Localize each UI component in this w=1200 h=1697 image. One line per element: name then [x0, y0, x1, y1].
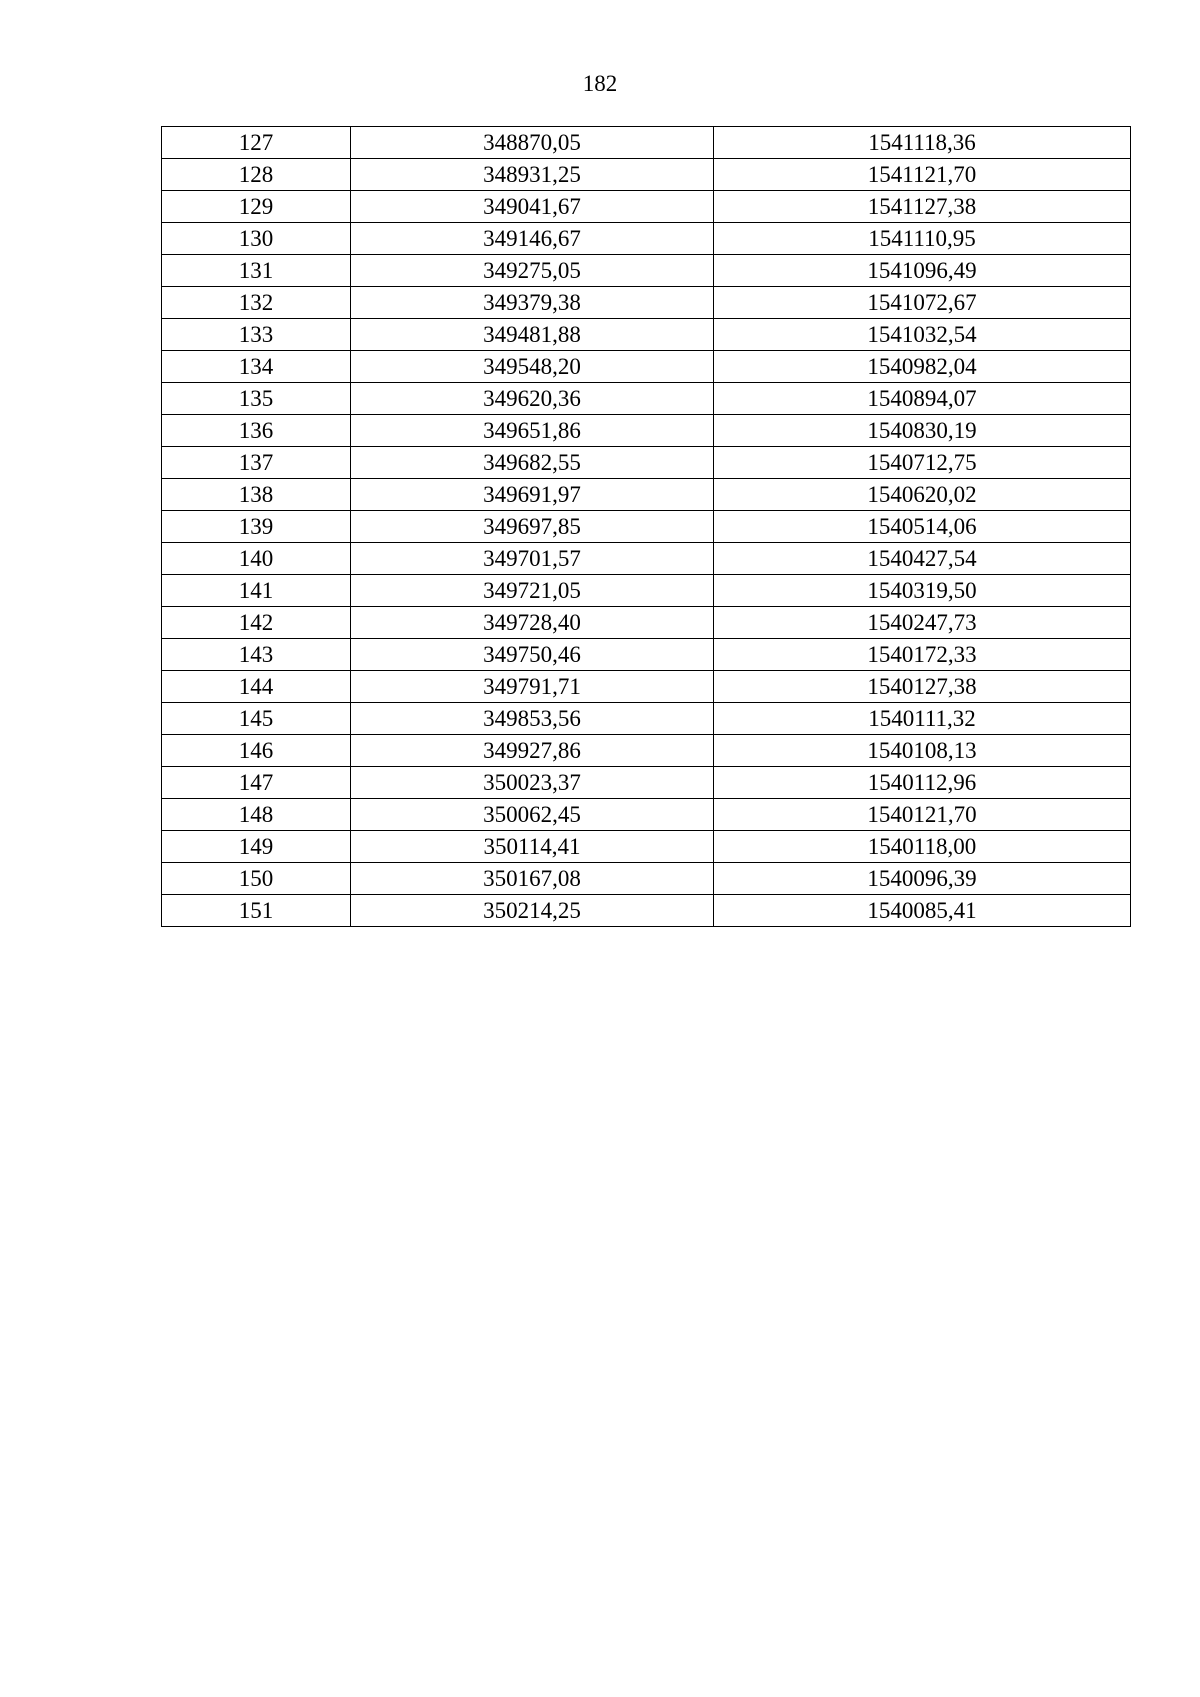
y-coordinate-cell: 1540127,38 — [714, 671, 1131, 703]
x-coordinate-cell: 348870,05 — [351, 127, 714, 159]
table-row — [162, 479, 1131, 511]
point-number-cell: 131 — [162, 255, 351, 287]
x-coordinate-cell: 349791,71 — [351, 671, 714, 703]
y-coordinate-cell: 1540085,41 — [714, 895, 1131, 927]
point-number-cell: 141 — [162, 575, 351, 607]
x-coordinate-cell: 349728,40 — [351, 607, 714, 639]
table-row — [162, 415, 1131, 447]
x-coordinate-cell: 350062,45 — [351, 799, 714, 831]
table-row — [162, 735, 1131, 767]
table-row — [162, 863, 1131, 895]
y-coordinate-cell: 1540982,04 — [714, 351, 1131, 383]
point-number-cell: 135 — [162, 383, 351, 415]
table-row — [162, 447, 1131, 479]
point-number-cell: 133 — [162, 319, 351, 351]
table-row — [162, 191, 1131, 223]
y-coordinate-cell: 1540514,06 — [714, 511, 1131, 543]
table-row — [162, 159, 1131, 191]
point-number-cell: 136 — [162, 415, 351, 447]
table-row — [162, 799, 1131, 831]
x-coordinate-cell: 350167,08 — [351, 863, 714, 895]
y-coordinate-cell: 1541127,38 — [714, 191, 1131, 223]
x-coordinate-cell: 349620,36 — [351, 383, 714, 415]
point-number-cell: 151 — [162, 895, 351, 927]
x-coordinate-cell: 350023,37 — [351, 767, 714, 799]
point-number-cell: 145 — [162, 703, 351, 735]
x-coordinate-cell: 349275,05 — [351, 255, 714, 287]
y-coordinate-cell: 1540111,32 — [714, 703, 1131, 735]
coordinates-table — [161, 126, 1131, 927]
table-row — [162, 895, 1131, 927]
point-number-cell: 150 — [162, 863, 351, 895]
x-coordinate-cell: 349697,85 — [351, 511, 714, 543]
x-coordinate-cell: 349750,46 — [351, 639, 714, 671]
point-number-cell: 137 — [162, 447, 351, 479]
table-row — [162, 671, 1131, 703]
y-coordinate-cell: 1540172,33 — [714, 639, 1131, 671]
y-coordinate-cell: 1540118,00 — [714, 831, 1131, 863]
x-coordinate-cell: 349041,67 — [351, 191, 714, 223]
table-row — [162, 575, 1131, 607]
table-row — [162, 319, 1131, 351]
y-coordinate-cell: 1541121,70 — [714, 159, 1131, 191]
x-coordinate-cell: 349721,05 — [351, 575, 714, 607]
table-row — [162, 383, 1131, 415]
y-coordinate-cell: 1540108,13 — [714, 735, 1131, 767]
y-coordinate-cell: 1540112,96 — [714, 767, 1131, 799]
table-row — [162, 639, 1131, 671]
x-coordinate-cell: 349548,20 — [351, 351, 714, 383]
point-number-cell: 132 — [162, 287, 351, 319]
y-coordinate-cell: 1541032,54 — [714, 319, 1131, 351]
point-number-cell: 129 — [162, 191, 351, 223]
point-number-cell: 143 — [162, 639, 351, 671]
y-coordinate-cell: 1540247,73 — [714, 607, 1131, 639]
x-coordinate-cell: 349379,38 — [351, 287, 714, 319]
point-number-cell: 128 — [162, 159, 351, 191]
x-coordinate-cell: 349651,86 — [351, 415, 714, 447]
point-number-cell: 144 — [162, 671, 351, 703]
y-coordinate-cell: 1540096,39 — [714, 863, 1131, 895]
y-coordinate-cell: 1540712,75 — [714, 447, 1131, 479]
table-row — [162, 351, 1131, 383]
point-number-cell: 138 — [162, 479, 351, 511]
point-number-cell: 142 — [162, 607, 351, 639]
x-coordinate-cell: 350214,25 — [351, 895, 714, 927]
table-row — [162, 223, 1131, 255]
point-number-cell: 148 — [162, 799, 351, 831]
table-row — [162, 255, 1131, 287]
table-row — [162, 127, 1131, 159]
y-coordinate-cell: 1540894,07 — [714, 383, 1131, 415]
point-number-cell: 149 — [162, 831, 351, 863]
y-coordinate-cell: 1540121,70 — [714, 799, 1131, 831]
point-number-cell: 139 — [162, 511, 351, 543]
point-number-cell: 130 — [162, 223, 351, 255]
x-coordinate-cell: 349146,67 — [351, 223, 714, 255]
x-coordinate-cell: 350114,41 — [351, 831, 714, 863]
table-row — [162, 703, 1131, 735]
y-coordinate-cell: 1540830,19 — [714, 415, 1131, 447]
y-coordinate-cell: 1541072,67 — [714, 287, 1131, 319]
table-row — [162, 767, 1131, 799]
y-coordinate-cell: 1541118,36 — [714, 127, 1131, 159]
x-coordinate-cell: 349691,97 — [351, 479, 714, 511]
table-row — [162, 511, 1131, 543]
coordinates-table-body — [162, 127, 1131, 927]
x-coordinate-cell: 349853,56 — [351, 703, 714, 735]
page-number: 182 — [582, 71, 618, 96]
y-coordinate-cell: 1540620,02 — [714, 479, 1131, 511]
x-coordinate-cell: 349682,55 — [351, 447, 714, 479]
y-coordinate-cell: 1541096,49 — [714, 255, 1131, 287]
x-coordinate-cell: 348931,25 — [351, 159, 714, 191]
table-row — [162, 543, 1131, 575]
point-number-cell: 146 — [162, 735, 351, 767]
x-coordinate-cell: 349481,88 — [351, 319, 714, 351]
point-number-cell: 127 — [162, 127, 351, 159]
point-number-cell: 134 — [162, 351, 351, 383]
table-row — [162, 831, 1131, 863]
y-coordinate-cell: 1540319,50 — [714, 575, 1131, 607]
point-number-cell: 147 — [162, 767, 351, 799]
x-coordinate-cell: 349927,86 — [351, 735, 714, 767]
x-coordinate-cell: 349701,57 — [351, 543, 714, 575]
y-coordinate-cell: 1540427,54 — [714, 543, 1131, 575]
y-coordinate-cell: 1541110,95 — [714, 223, 1131, 255]
table-row — [162, 607, 1131, 639]
point-number-cell: 140 — [162, 543, 351, 575]
table-row — [162, 287, 1131, 319]
